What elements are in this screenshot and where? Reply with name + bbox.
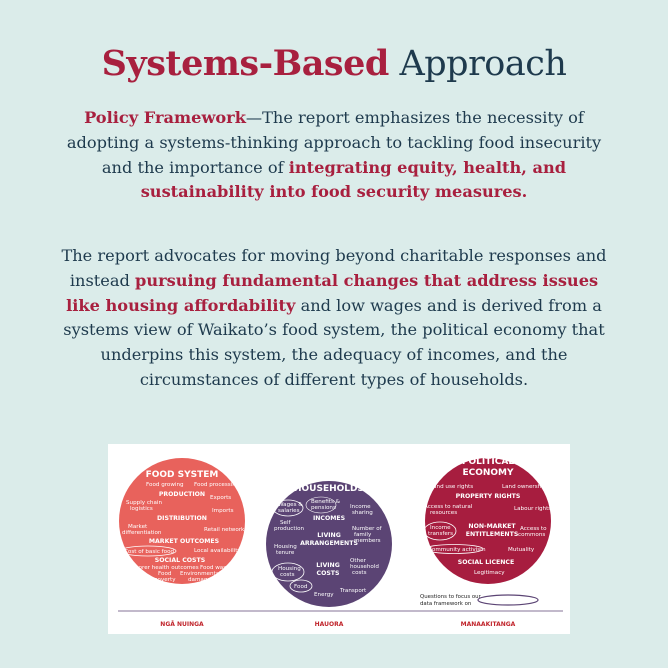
diagram-label: Poorer health outcomes bbox=[132, 565, 199, 571]
diagram-label: Food processing bbox=[194, 482, 240, 488]
paragraph2-highlight: pursuing fundamental changes that address issues like housing affordability bbox=[66, 270, 599, 315]
diagram-label: Other bbox=[350, 558, 366, 564]
paragraph1-lead: Policy Framework bbox=[84, 108, 246, 127]
diagram-label: sharing bbox=[352, 510, 373, 516]
political-economy-circle bbox=[424, 457, 551, 584]
diagram-label: Housing bbox=[274, 544, 297, 550]
title-rest: Approach bbox=[399, 44, 567, 84]
diagram-label: Benefits & bbox=[311, 499, 341, 505]
diagram-label: SOCIAL LICENCE bbox=[457, 559, 515, 566]
diagram-label: Market bbox=[128, 524, 148, 530]
diagram-label: transfers bbox=[428, 531, 454, 537]
diagram-label: PROPERTY RIGHTS bbox=[455, 493, 521, 500]
diagram-label: Land use rights bbox=[430, 484, 474, 490]
paragraph1-text: —The report emphasizes the necessity of adopting a systems-thinking approach to tackling food insecurity and the importance of bbox=[66, 108, 602, 177]
diagram-label: Community activism bbox=[428, 547, 486, 553]
diagram-label: ARRANGEMENTS bbox=[300, 540, 358, 547]
diagram-label: Wages & bbox=[278, 502, 303, 508]
footer-label-2: HAUORA bbox=[314, 621, 344, 628]
diagram-label: commons bbox=[518, 532, 546, 538]
diagram-label: data framework on bbox=[420, 601, 472, 607]
diagram-label: Transport bbox=[340, 588, 367, 594]
diagram-label: poverty bbox=[154, 577, 176, 583]
diagram-label: ENTITLEMENTS bbox=[465, 531, 519, 538]
diagram-label: INCOMES bbox=[312, 515, 346, 522]
footer-label-3: MANAAKITANGA bbox=[460, 621, 516, 628]
advocacy-paragraph bbox=[60, 244, 608, 393]
diagram-label: MARKET OUTCOMES bbox=[148, 538, 220, 545]
diagram-label: Income bbox=[350, 504, 371, 510]
diagram-label: Energy bbox=[314, 592, 334, 598]
diagram-label: logistics bbox=[130, 506, 153, 512]
diagram-label: family bbox=[354, 532, 372, 538]
diagram-label: Income bbox=[430, 525, 451, 531]
political-economy-title2: ECONOMY bbox=[462, 468, 514, 478]
diagram-label: Number of bbox=[352, 526, 382, 532]
diagram-label: Housing bbox=[278, 566, 301, 572]
diagram-label: NON-MARKET bbox=[468, 523, 516, 530]
diagram-label: costs bbox=[352, 570, 367, 576]
diagram-label: Environmental bbox=[180, 571, 221, 577]
diagram-label: PRODUCTION bbox=[158, 491, 206, 498]
diagram-label: resources bbox=[430, 510, 458, 516]
diagram-label: Access to natural bbox=[424, 504, 473, 510]
diagram-label: Retail networks bbox=[204, 527, 248, 533]
diagram-label: members bbox=[354, 538, 381, 544]
diagram-label: Questions to focus our bbox=[420, 594, 481, 600]
diagram-label: LIVING bbox=[317, 532, 341, 539]
diagram-label: LIVING bbox=[316, 562, 340, 569]
households-title: HOUSEHOLDS bbox=[294, 484, 364, 494]
diagram-label: Imports bbox=[212, 508, 234, 514]
diagram-label: Local availability bbox=[194, 548, 241, 554]
diagram-label: costs bbox=[280, 572, 295, 578]
diagram-label: Land ownership bbox=[502, 484, 547, 490]
title-highlight: Systems-Based bbox=[101, 43, 389, 84]
diagram-label: Mutuality bbox=[508, 547, 535, 553]
diagram-label: SOCIAL COSTS bbox=[154, 557, 206, 564]
highlight-ellipse bbox=[478, 595, 538, 605]
policy-framework-paragraph bbox=[60, 106, 608, 205]
diagram-label: Supply chain bbox=[126, 500, 162, 506]
questions-note bbox=[420, 594, 538, 607]
diagram-label: Self bbox=[280, 520, 291, 526]
diagram-label: DISTRIBUTION bbox=[157, 515, 207, 522]
households-circle bbox=[266, 481, 392, 607]
paragraph2-text1: The report advocates for moving beyond charitable responses and instead bbox=[61, 246, 607, 290]
diagram-label: Cost of basic food bbox=[124, 549, 175, 555]
diagram-label: Exports bbox=[210, 495, 232, 501]
food-system-circle bbox=[119, 458, 247, 584]
diagram-label: production bbox=[274, 526, 305, 532]
diagram-label: Labour rights bbox=[514, 506, 552, 512]
food-system-title: FOOD SYSTEM bbox=[145, 470, 219, 480]
diagram-label: pensions bbox=[311, 505, 336, 511]
page-title bbox=[0, 40, 668, 88]
diagram-label: COSTS bbox=[316, 570, 340, 577]
footer-label-1: NGĀ NUINGA bbox=[160, 621, 204, 628]
diagram-label: Food growing bbox=[146, 482, 184, 488]
systems-diagram-svg bbox=[108, 444, 570, 634]
diagram-label: Food waste bbox=[200, 565, 232, 571]
diagram-label: differentiation bbox=[122, 530, 162, 536]
paragraph2-text2: and low wages and is derived from a systems view of Waikato’s food system, the political economy that underpins this system, the adequacy of incomes, and the circumstances of different types of households. bbox=[63, 295, 605, 389]
diagram-label: Access to bbox=[520, 526, 547, 532]
paragraph1-highlight: integrating equity, health, and sustainability into food security measures. bbox=[140, 157, 567, 202]
political-economy-title1: POLITICAL bbox=[461, 457, 515, 467]
diagram-label: Food bbox=[158, 571, 172, 577]
diagram-label: Legitimacy bbox=[474, 570, 505, 576]
diagram-label: damage bbox=[188, 577, 211, 583]
diagram-label: tenure bbox=[276, 550, 295, 556]
diagram-label: Food bbox=[294, 584, 308, 590]
systems-diagram bbox=[108, 444, 570, 634]
diagram-label: household bbox=[350, 564, 379, 570]
diagram-label: salaries bbox=[278, 508, 300, 514]
